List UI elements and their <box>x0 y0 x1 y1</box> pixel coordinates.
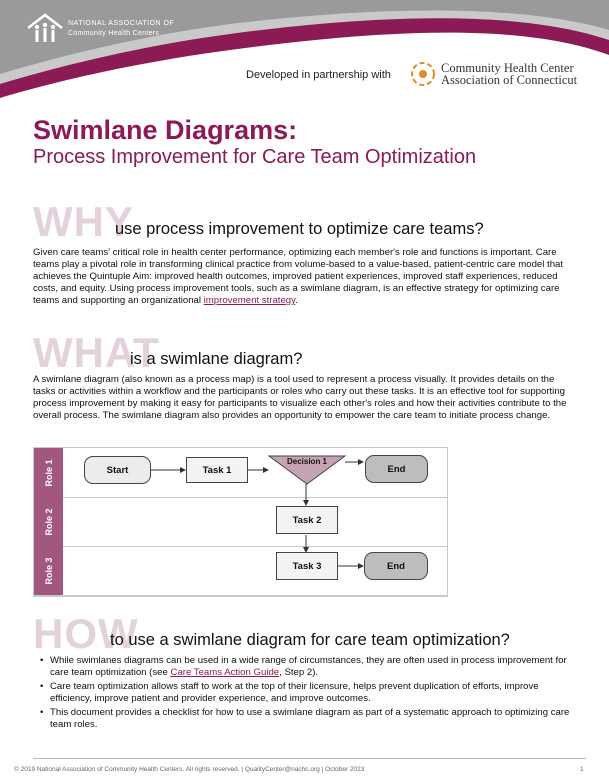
care-teams-action-guide-link[interactable]: Care Teams Action Guide <box>170 667 280 678</box>
what-heading: is a swimlane diagram? <box>130 350 303 368</box>
partner-name-line1: Community Health Center <box>441 61 574 75</box>
lane-label-role-2: Role 2 <box>34 497 63 546</box>
why-watermark: WHY <box>33 198 134 245</box>
nachc-logo[interactable] <box>26 12 174 46</box>
start-node: Start <box>84 456 151 484</box>
why-body: Given care teams' critical role in health center performance, optimizing each member's role and functions is important. Care teams play a pivotal role in transforming clinical practice from volume-based to a value-based, patient-centric care model that achieves the Quintuple Aim: improved health outcomes, improved patient experiences, improved staff experiences, reduced costs, and equity. Using process improvement tools, such as a swimlane diagram, is an effective strategy for optimizing care teams and supporting an organizational <box>33 247 564 306</box>
improvement-strategy-link[interactable]: improvement strategy <box>203 295 296 306</box>
what-watermark: WHAT <box>33 329 160 376</box>
how-heading: to use a swimlane diagram for care team optimization? <box>110 631 510 649</box>
page-title: Swimlane Diagrams: <box>33 115 298 145</box>
partner-logo[interactable] <box>410 61 577 87</box>
partner-text: Developed in partnership with <box>246 69 391 81</box>
list-item: • Care team optimization allows staff to work at the top of their licensure, helps prevent duplication of efforts, improve efficiency, improve patient and provider experience, and improve outcomes. <box>40 681 580 705</box>
end-node-3: End <box>364 552 428 580</box>
footer-text: © 2019 National Association of Community Health Centers. All rights reserved. | QualityCenter@nachc.org | October 2023 <box>14 766 365 773</box>
org-name-line2: Community Health Centers <box>68 30 160 37</box>
how-bullet-list <box>40 655 580 733</box>
why-paragraph <box>33 247 578 307</box>
swimlane-diagram <box>33 447 448 597</box>
org-name-line1: NATIONAL ASSOCIATION OF <box>68 20 175 27</box>
end-node-1: End <box>365 455 428 483</box>
why-end: . <box>295 295 298 306</box>
lane-label-role-3: Role 3 <box>34 546 63 595</box>
what-paragraph: A swimlane diagram (also known as a process map) is a tool used to represent a process visually. It provides details on the tasks or activities within a workflow and the participants or roles who carry out these tasks. It is an effective tool for supporting process improvement by making it easy for participants to visualize each other's roles and how their activities contribute to the overall process. The swimlane diagram also provides an opportunity to empower the care team to initiate process change. <box>33 374 567 421</box>
page-number: 1 <box>580 766 584 773</box>
partner-emblem-icon <box>410 61 436 87</box>
decision-1-label: Decision 1 <box>286 457 327 466</box>
list-item: • While swimlanes diagrams can be used in a wide range of circumstances, they are often used in process improvement for care team optimization (see Care Teams Action Guide, Step 2). <box>40 655 580 679</box>
lane-label-role-1: Role 1 <box>34 448 63 497</box>
task-1-node: Task 1 <box>186 457 248 483</box>
list-item: • This document provides a checklist for how to use a swimlane diagram as part of a systematic approach to optimizing care team roles. <box>40 707 580 731</box>
partner-name-line2: Association of Connecticut <box>441 73 578 87</box>
nachc-house-icon <box>26 12 64 46</box>
task-3-node: Task 3 <box>276 552 338 580</box>
task-2-node: Task 2 <box>276 506 338 534</box>
footer-divider <box>33 758 586 759</box>
why-heading: use process improvement to optimize care teams? <box>115 220 484 238</box>
page-subtitle: Process Improvement for Care Team Optimization <box>33 146 477 168</box>
how-watermark: HOW <box>33 610 139 657</box>
